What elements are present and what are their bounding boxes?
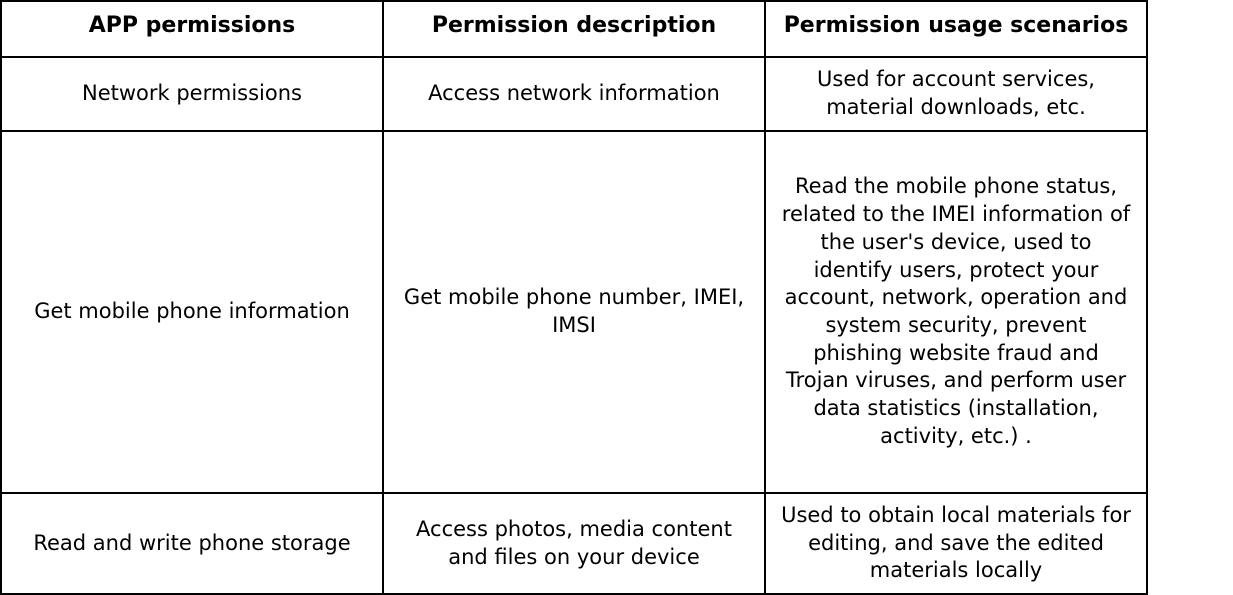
cell-description: Access photos, media content and files on your device	[383, 493, 765, 594]
table-header	[1, 1, 1147, 57]
column-header-app-permissions: APP permissions	[1, 1, 383, 57]
column-header-permission-description: Permission description	[383, 1, 765, 57]
cell-permission: Get mobile phone information	[1, 131, 383, 493]
cell-permission: Read and write phone storage	[1, 493, 383, 594]
cell-description: Get mobile phone number, IMEI, IMSI	[383, 131, 765, 493]
table-header-row	[1, 1, 1147, 57]
cell-scenario: Used to obtain local materials for editing, and save the edited materials locally	[765, 493, 1147, 594]
column-header-permission-usage-scenarios: Permission usage scenarios	[765, 1, 1147, 57]
table-body	[1, 57, 1147, 594]
table-row	[1, 493, 1147, 594]
cell-scenario: Read the mobile phone status, related to the IMEI information of the user's device, used to identify users, protect your account, network, operation and system security, prevent phishing website fraud and Trojan viruses, and perform user data statistics (installation, activity, etc.) .	[765, 131, 1147, 493]
table-row	[1, 57, 1147, 131]
cell-permission: Network permissions	[1, 57, 383, 131]
table-row	[1, 131, 1147, 493]
cell-description: Access network information	[383, 57, 765, 131]
cell-scenario: Used for account services, material downloads, etc.	[765, 57, 1147, 131]
